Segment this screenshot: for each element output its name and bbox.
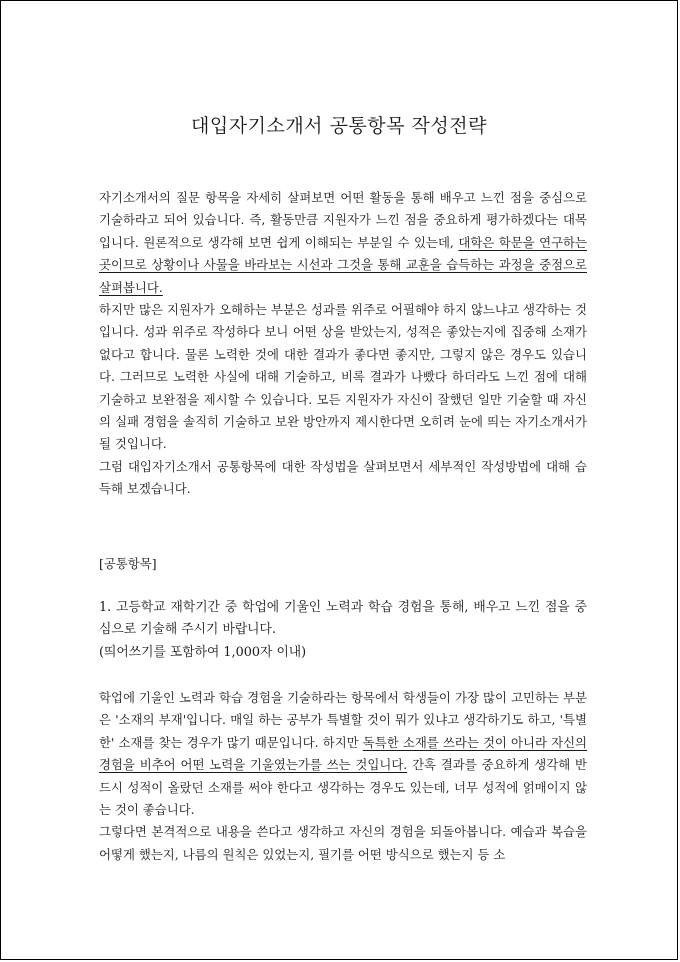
answer-paragraph-1-underlined: 독특한 소재를 쓰라는 것이 아니라 자신의 경험을 비추어 어떤 노력을 기울였는가를 쓰는 것입니다.	[99, 734, 588, 773]
question-note: (띄어쓰기를 포함하여 1,000자 이내)	[99, 644, 307, 660]
answer-paragraph-1-before: 학업에 기울인 노력과 학습 경험을 기술하라는 항목에서 학생들이 가장 많이 고민하는 부분은 '소재의 부재'입니다. 매일 하는 공부가 특별할 것이 뭐가 있냐고 생각하기도 하고, '특별한' 소재를 찾는 경우가 많기 때문입니다. 하지만	[99, 690, 587, 750]
answer-paragraph-1-after: 간혹 결과를 중요하게 생각해 반드시 성적이 올랐던 소재를 써야 한다고 생각하는 경우도 있는데, 너무 성적에 얽매이지 않는 것이 좋습니다.	[99, 757, 587, 818]
intro-paragraph-1	[99, 187, 587, 299]
answer-paragraph-1	[99, 687, 587, 821]
intro-paragraph-3: 그럼 대입자기소개서 공통항목에 대한 작성법을 살펴보면서 세부적인 작성방법에 대해 습득해 보겠습니다.	[99, 458, 587, 497]
question-block	[99, 597, 587, 664]
intro-paragraph-2: 하지만 많은 지원자가 오해하는 부분은 성과를 위주로 어필해야 하지 않느냐고 생각하는 것입니다. 성과 위주로 작성하다 보니 어떤 상을 받았는지, 성적은 좋았는지에 집중해 소재가 없다고 합니다. 물론 노력한 것에 대한 결과가 좋다면 좋지만, 그렇지 않은 경우도 있습니다. 그러므로 노력한 사실에 대해 기술하고, 비록 결과가 나빴다 하더라도 느낀 점에 대해 기술하고 보완점을 제시할 수 있습니다. 모든 지원자가 자신이 잘했던 일만 기술할 때 자신의 실패 경험을 솔직히 기술하고 보완 방안까지 제시한다면 오히려 눈에 띄는 자기소개서가 될 것입니다.	[99, 302, 587, 452]
question-text: 1. 고등학교 재학기간 중 학업에 기울인 노력과 학습 경험을 통해, 배우고 느낀 점을 중심으로 기술해 주시기 바랍니다.	[99, 600, 587, 638]
intro-paragraph-1-text: 자기소개서의 질문 항목을 자세히 살펴보면 어떤 활동을 통해 배우고 느낀 점을 중심으로 기술하라고 되어 있습니다. 즉, 활동만큼 지원자가 느낀 점을 중요하게 평가하겠다는 대목입니다. 원론적으로 생각해 보면 쉽게 이해되는 부분일 수 있는데,	[99, 190, 587, 250]
intro-section	[99, 187, 587, 501]
section-label: [공통항목]	[99, 556, 157, 571]
intro-paragraph-1-underlined: 대학은 학문을 연구하는 곳이므로 상황이나 사물을 바라보는 시선과 그것을 통해 교훈을 습득하는 과정을 중점으로 살펴봅니다.	[99, 234, 588, 295]
document-title: 대입자기소개서 공통항목 작성전략	[191, 115, 487, 137]
answer-section	[99, 687, 587, 866]
answer-paragraph-2: 그렇다면 본격적으로 내용을 쓴다고 생각하고 자신의 경험을 되돌아봅니다. 예습과 복습을 어떻게 했는지, 나름의 원칙은 있었는지, 필기를 어떤 방식으로 했는지 등 소	[99, 824, 587, 862]
